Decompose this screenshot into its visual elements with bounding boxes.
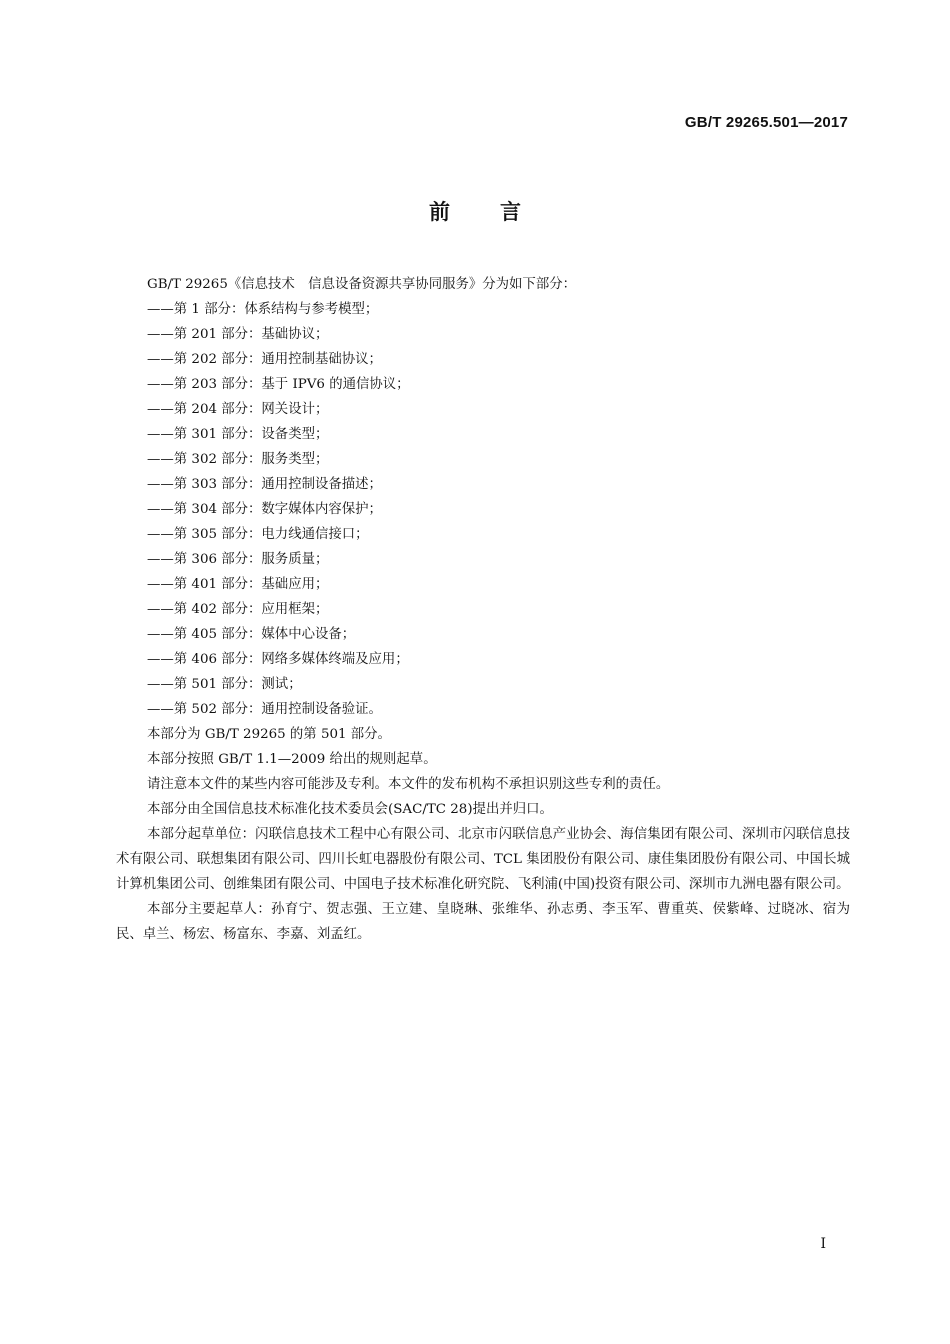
part-item: ——第 401 部分：基础应用； xyxy=(147,577,329,592)
part-item: ——第 501 部分：测试； xyxy=(147,677,302,692)
part-item: ——第 204 部分：网关设计； xyxy=(147,402,329,417)
paragraph-drafters: 本部分主要起草人：孙育宁、贺志强、王立建、皇晓琳、张维华、孙志勇、李玉军、曹重英、侯紫峰、过晓冰、宿为民、卓兰、杨宏、杨富东、李嘉、刘孟红。 xyxy=(116,902,850,942)
part-item: ——第 405 部分：媒体中心设备； xyxy=(147,627,356,642)
part-item: ——第 406 部分：网络多媒体终端及应用； xyxy=(147,652,409,667)
paragraph-drafting-units: 本部分起草单位：闪联信息技术工程中心有限公司、北京市闪联信息产业协会、海信集团有限公司、深圳市闪联信息技术有限公司、联想集团有限公司、四川长虹电器股份有限公司、TCL 集团股份有限公司、康佳集团股份有限公司、中国长城计算机集团公司、创维集团有限公司、中国电子技术标准化研究院、飞利浦(中国)投资有限公司、深圳市九洲电器有限公司。 xyxy=(116,827,850,892)
paragraph: 本部分由全国信息技术标准化技术委员会(SAC/TC 28)提出并归口。 xyxy=(147,802,553,817)
part-item: ——第 203 部分：基于 IPV6 的通信协议； xyxy=(147,377,410,392)
paragraph: 本部分为 GB/T 29265 的第 501 部分。 xyxy=(147,727,391,742)
part-item: ——第 301 部分：设备类型； xyxy=(147,427,329,442)
part-item: ——第 306 部分：服务质量； xyxy=(147,552,329,567)
part-item: ——第 305 部分：电力线通信接口； xyxy=(147,527,369,542)
part-item: ——第 302 部分：服务类型； xyxy=(147,452,329,467)
standard-code: GB/T 29265.501—2017 xyxy=(684,114,848,131)
part-item: ——第 201 部分：基础协议； xyxy=(147,327,329,342)
part-item: ——第 502 部分：通用控制设备验证。 xyxy=(147,702,382,717)
paragraph: 本部分按照 GB/T 1.1—2009 给出的规则起草。 xyxy=(147,752,437,767)
page-title xyxy=(0,196,950,226)
paragraph: 请注意本文件的某些内容可能涉及专利。本文件的发布机构不承担识别这些专利的责任。 xyxy=(147,777,670,792)
part-item: ——第 303 部分：通用控制设备描述； xyxy=(147,477,382,492)
title-char-1: 前 xyxy=(429,200,450,224)
part-item: ——第 304 部分：数字媒体内容保护； xyxy=(147,502,382,517)
part-item: ——第 402 部分：应用框架； xyxy=(147,602,329,617)
title-char-2: 言 xyxy=(500,200,521,224)
part-item: ——第 202 部分：通用控制基础协议； xyxy=(147,352,382,367)
page-number: I xyxy=(820,1236,826,1252)
part-item: ——第 1 部分：体系结构与参考模型； xyxy=(147,302,379,317)
foreword-body xyxy=(116,272,850,947)
intro-line: GB/T 29265《信息技术 信息设备资源共享协同服务》分为如下部分： xyxy=(147,277,576,292)
